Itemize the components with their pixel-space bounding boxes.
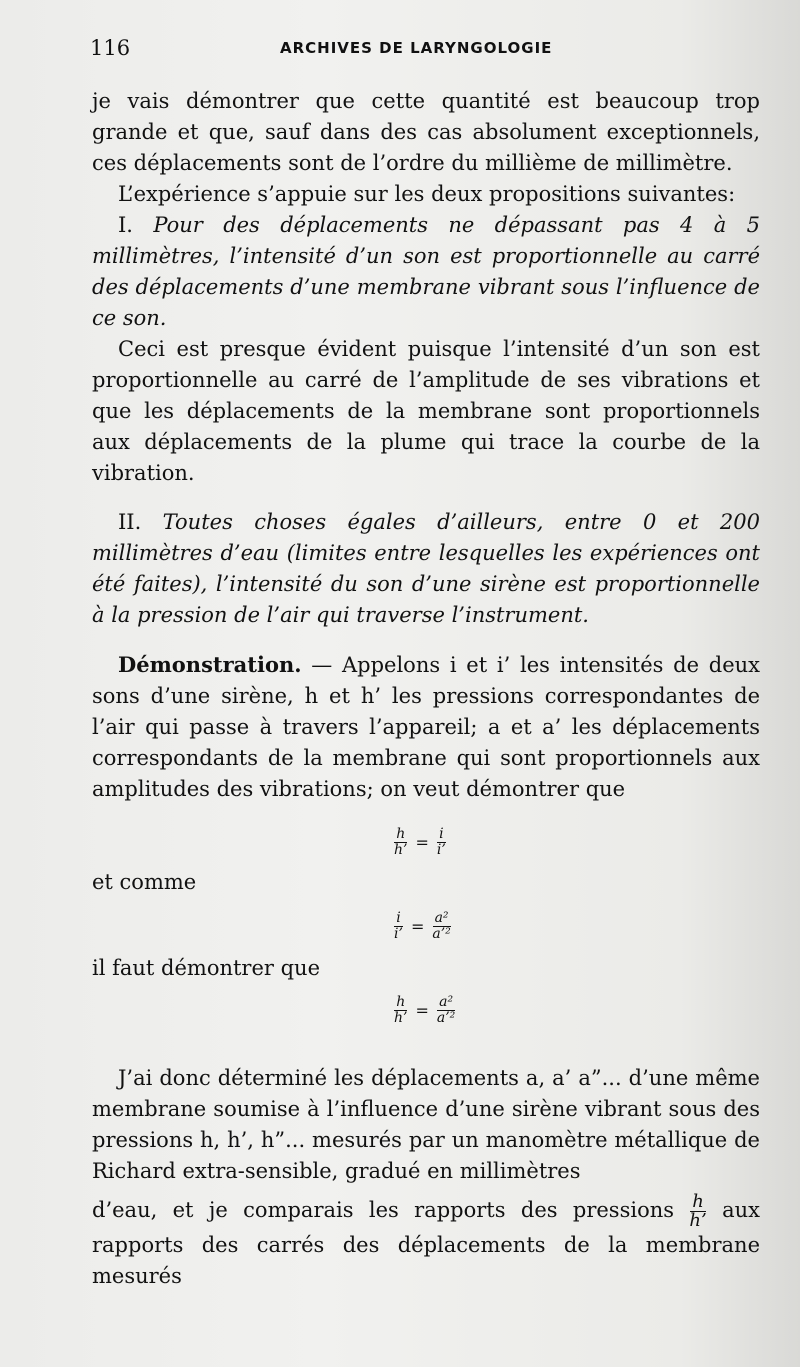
demonstration-heading: Démonstration. — [118, 652, 302, 677]
paragraph-method: J’ai donc déterminé les déplacements a, a’ a”... d’une même membrane soumise à l’influence d’une sirène vibrant sous des pressions h, h’, h”... mesurés par un manomètre métallique de Richard extra-sensible, gradué en millimètres — [92, 1066, 760, 1183]
formula-row-2 — [92, 893, 760, 981]
paragraph-continuation: je vais démontrer que cette quantité est beaucoup trop grande et que, sauf dans des cas absolument exceptionnels, ces déplacements sont de l’ordre du millième de millimètre. — [92, 89, 760, 175]
proposition-2-number: II. — [118, 510, 142, 534]
demonstration-text: — Appelons i et i’ les intensités de deux sons d’une sirène, h et h’ les pressions correspondantes de l’air qui passe à travers l’appareil; a et a’ les déplacements correspondants de la membrane qui sont proportionnels aux amplitudes des vibrations; on veut démontrer que — [92, 653, 760, 801]
f1-rhs-den: i’ — [436, 842, 446, 858]
f2-equals: = — [410, 917, 425, 936]
paragraph-comparison — [92, 1193, 760, 1292]
paragraph-intro: L’expérience s’appuie sur les deux propositions suivantes: — [118, 182, 736, 206]
formula-1 — [392, 827, 448, 858]
inline-fraction — [689, 1193, 706, 1230]
formula-2 — [392, 911, 453, 942]
comparison-text-end: aux rapports des carrés des déplacements de la membrane mesurés — [92, 1198, 760, 1288]
comparison-text-start: d’eau, et je comparais les rapports des pressions — [92, 1198, 675, 1222]
f2-lhs-num: i — [396, 910, 401, 926]
inline-frac-num: h — [692, 1191, 704, 1212]
f3-rhs-den: a’² — [436, 1010, 456, 1026]
running-title: ARCHIVES DE LARYNGOLOGIE — [280, 39, 553, 57]
f3-lhs-den: h’ — [394, 1010, 408, 1026]
f1-lhs-den: h’ — [394, 842, 408, 858]
inline-frac-den: h’ — [689, 1210, 707, 1231]
formula-row-1 — [92, 805, 760, 893]
proposition-1-text: Pour des déplacements ne dépassant pas 4 à 5 millimètres, l’intensité d’un son est proportionnelle au carré des déplacements d’une membrane vibrant sous l’influence de ce son. — [92, 213, 760, 330]
page-header — [90, 36, 770, 66]
f1-equals: = — [415, 833, 429, 852]
proposition-2 — [92, 507, 760, 631]
proposition-2-text: Toutes choses égales d’ailleurs, entre 0 et 200 millimètres d’eau (limites entre lesquelles les expériences ont été faites), l’intensité du son d’une sirène est proportionnelle à la pression de l’air qui traverse l’instrument. — [92, 510, 760, 627]
page-number: 116 — [90, 36, 131, 60]
demonstration-paragraph — [92, 649, 760, 805]
proposition-1 — [92, 210, 760, 334]
body-text — [92, 86, 760, 1292]
il-faut-label: il faut démontrer que — [92, 956, 321, 980]
f2-lhs-den: i’ — [394, 926, 403, 942]
formula-3 — [392, 995, 457, 1026]
f2-rhs-num: a² — [434, 910, 449, 926]
formula-row-3 — [92, 981, 760, 1063]
f3-equals: = — [415, 1001, 429, 1020]
f3-lhs-num: h — [396, 994, 406, 1010]
f3-rhs-num: a² — [439, 994, 454, 1010]
f1-lhs-num: h — [396, 826, 406, 842]
paragraph-explanation: Ceci est presque évident puisque l’intensité d’un son est proportionnelle au carré de l’amplitude de ses vibrations et que les déplacements de la membrane sont proportionnels aux déplacements de la plume qui trace la courbe de la vibration. — [92, 337, 760, 485]
proposition-1-number: I. — [118, 213, 133, 237]
f1-rhs-num: i — [439, 826, 444, 842]
et-comme-label: et comme — [92, 870, 197, 894]
f2-rhs-den: a’² — [432, 926, 451, 942]
